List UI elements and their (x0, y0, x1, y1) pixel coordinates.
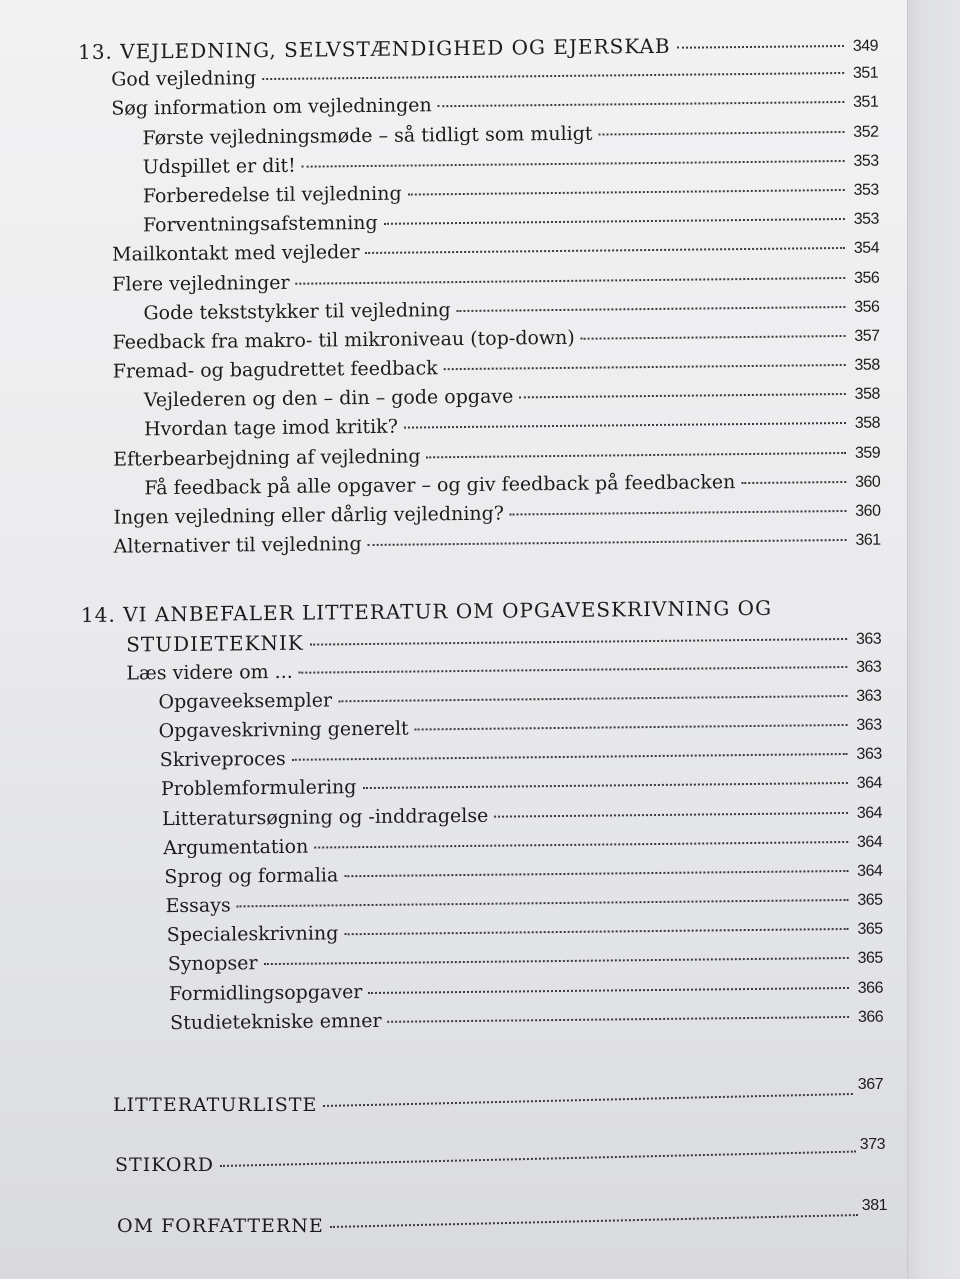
entry-label: Specialeskrivning (166, 922, 339, 947)
back-matter-litteraturliste[interactable] (113, 1076, 883, 1116)
page-number: 366 (857, 979, 884, 997)
page-number: 358 (854, 415, 881, 433)
page-number: 357 (854, 327, 880, 345)
page-number: 353 (853, 210, 879, 229)
entry-label: Feedback fra makro- til mikroniveau (top-down) (112, 326, 575, 354)
dot-leader (296, 276, 846, 284)
back-matter-om-forfatterne[interactable] (117, 1197, 887, 1237)
dot-leader (323, 1093, 853, 1107)
page-number: 360 (855, 473, 881, 491)
page-number: 352 (853, 123, 879, 141)
entry-label: Fremad- og bagudrettet feedback (112, 357, 438, 383)
dot-leader (388, 1016, 850, 1023)
chapter-number: 14. (80, 603, 116, 628)
dot-leader (262, 72, 844, 80)
page-number: 363 (856, 745, 882, 764)
dot-leader (302, 160, 845, 168)
section-label: STIKORD (115, 1154, 214, 1176)
dot-leader (368, 539, 847, 546)
dot-leader (438, 101, 845, 107)
dot-leader (299, 666, 848, 674)
page-number: 360 (855, 502, 881, 520)
dot-leader (330, 1214, 858, 1228)
page-edge-shadow (907, 0, 960, 1279)
entry-label: Efterbearbejdning af vejledning (113, 445, 421, 471)
page-number: 364 (857, 862, 883, 880)
page-number: 354 (853, 239, 880, 258)
page-number: 367 (857, 1076, 883, 1093)
table-of-contents (78, 32, 883, 1042)
entry-label: Studietekniske emner (170, 1009, 382, 1034)
page-number: 364 (856, 804, 883, 822)
section-label: LITTERATURLISTE (113, 1094, 318, 1116)
entry-label: Essays (165, 894, 231, 918)
dot-leader (292, 753, 848, 761)
dot-leader (519, 393, 846, 398)
dot-leader (677, 45, 844, 49)
entry-label: Mailkontakt med vejleder (112, 241, 360, 266)
page-number: 366 (857, 1008, 884, 1026)
page-number: 361 (855, 531, 881, 550)
dot-leader (338, 695, 847, 702)
entry-label: God vejledning (111, 67, 257, 91)
entry-label: Flere vejledninger (112, 271, 290, 296)
dot-leader (415, 724, 848, 731)
entry-label: Forventningsafstemning (142, 211, 378, 237)
entry-label: Første vejledningsmøde – så tidligt som muligt (142, 122, 593, 149)
page-number: 365 (857, 891, 883, 909)
dot-leader (344, 870, 848, 877)
entry-label: Sprog og formalia (164, 864, 339, 889)
page-number: 351 (852, 64, 879, 83)
dot-leader (314, 841, 848, 849)
dot-leader (741, 481, 846, 484)
dot-leader (384, 218, 845, 225)
dot-leader (237, 899, 849, 907)
page-number: 356 (854, 298, 880, 316)
entry-label: Ingen vejledning eller dårlig vejledning? (113, 502, 505, 529)
dot-leader (220, 1151, 856, 1167)
page-number: 363 (856, 658, 882, 676)
chapter-title-continued: STUDIETEKNIK (126, 631, 304, 657)
entry-label: Formidlingsopgaver (168, 980, 363, 1005)
dot-leader (404, 422, 846, 429)
entry-label: Gode tekststykker til vejledning (143, 298, 451, 325)
page-number: 358 (854, 385, 880, 404)
chapter-title: VI ANBEFALER LITTERATUR OM OPGAVESKRIVNING OG (123, 596, 773, 627)
entry-label: Søg information om vejledningen (111, 94, 432, 121)
dot-leader (344, 928, 848, 935)
entry-label: Argumentation (163, 835, 309, 859)
page-number: 365 (857, 920, 883, 939)
page-number: 349 (852, 37, 879, 55)
entry-label: Synopser (167, 952, 258, 976)
page-number: 373 (859, 1136, 885, 1153)
back-matter-stikord[interactable] (115, 1136, 885, 1176)
dot-leader (264, 957, 849, 965)
page-number: 363 (855, 630, 882, 649)
dot-leader (599, 131, 845, 136)
dot-leader (310, 638, 847, 646)
page-number: 365 (857, 950, 883, 968)
entry-label: Vejlederen og den – din – gode opgave (143, 385, 514, 412)
dot-leader (494, 811, 848, 817)
dot-leader (427, 452, 847, 458)
dot-leader (408, 189, 845, 196)
page-number: 359 (854, 444, 881, 462)
page-number: 356 (853, 269, 880, 287)
page-number: 353 (853, 181, 879, 199)
dot-leader (368, 987, 849, 994)
dot-leader (510, 510, 847, 516)
section-label: OM FORFATTERNE (117, 1215, 324, 1237)
page-number: 351 (853, 93, 879, 112)
entry-label: Litteratursøgning og -inddragelse (162, 804, 489, 830)
page-number: 381 (861, 1197, 887, 1214)
dot-leader (362, 782, 847, 789)
page-number: 353 (853, 152, 879, 170)
dot-leader (457, 306, 846, 312)
chapter-heading-label: 13. VEJLEDNING, SELVSTÆNDIGHED OG EJERSKAB (78, 33, 671, 64)
entry-label: Problemformulering (160, 776, 357, 801)
page-number: 364 (856, 774, 882, 793)
page-number: 363 (856, 687, 882, 705)
entry-label: Få feedback på alle opgaver – og giv feedback på feedbacken (144, 470, 736, 500)
entry-label: Læs videre om ... (126, 660, 293, 685)
entry-label: Alternativer til vejledning (113, 533, 362, 558)
entry-label: Opgaveskrivning generelt (158, 717, 409, 743)
entry-label: Udspillet er dit! (142, 154, 296, 179)
page-number: 363 (856, 716, 882, 734)
entry-label: Forberedelse til vejledning (142, 182, 402, 208)
dot-leader (366, 247, 846, 254)
dot-leader (444, 364, 846, 370)
dot-leader (581, 335, 846, 340)
page-number: 364 (856, 833, 883, 851)
entry-label: Hvordan tage imod kritik? (143, 416, 398, 441)
entry-label: Opgaveeksempler (158, 689, 333, 713)
page-number: 358 (854, 356, 880, 374)
entry-label: Skriveproces (159, 747, 286, 772)
